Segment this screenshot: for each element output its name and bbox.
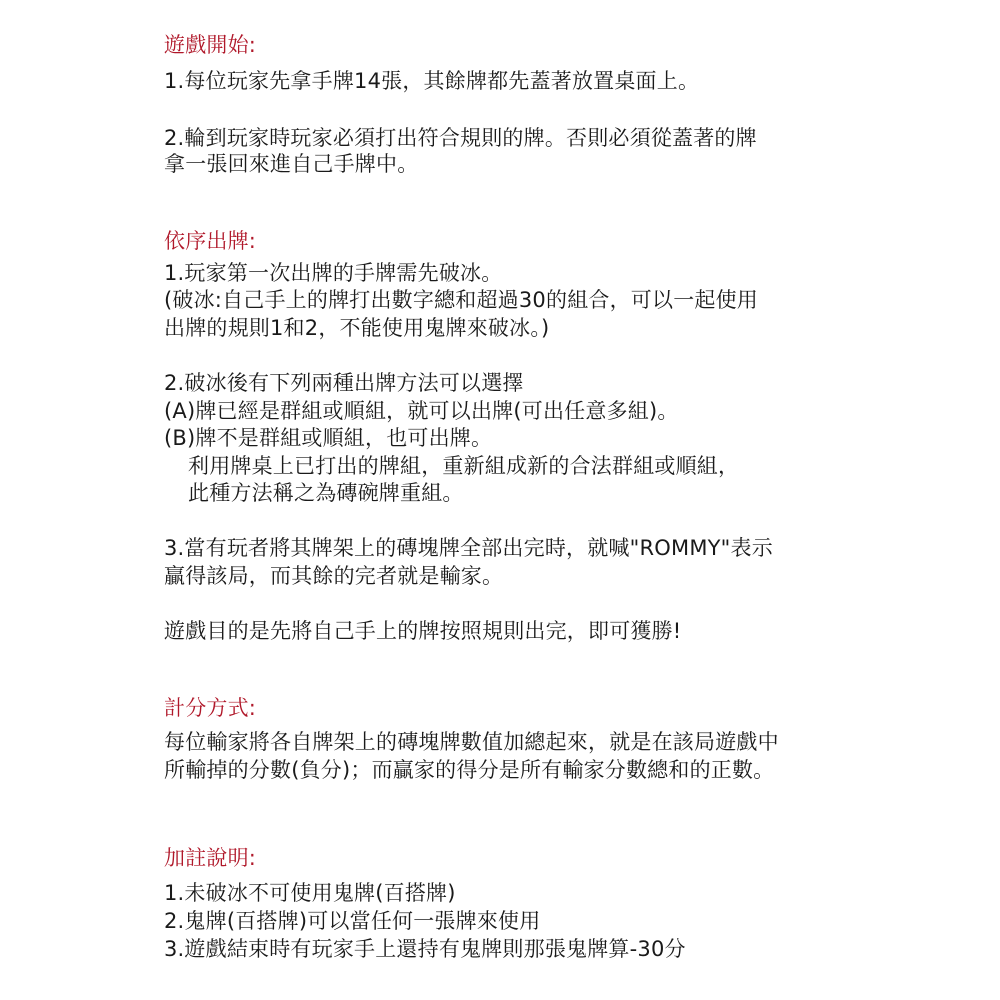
rule-line: 此種方法稱之為磚碗牌重組。 xyxy=(188,481,464,505)
rule-line: (A)牌已經是群組或順組，就可以出牌(可出任意多組)。 xyxy=(164,399,679,423)
rule-line: 拿一張回來進自己手牌中。 xyxy=(164,152,419,176)
rule-line: 所輸掉的分數(負分)；而贏家的得分是所有輸家分數總和的正數。 xyxy=(164,758,775,782)
rule-line: 贏得該局，而其餘的完者就是輸家。 xyxy=(164,564,504,588)
note-line: 3.遊戲結束時有玩家手上還持有鬼牌則那張鬼牌算-30分 xyxy=(164,937,686,961)
rule-line: (B)牌不是群組或順組，也可出牌。 xyxy=(164,426,493,450)
rule-line: 1.玩家第一次出牌的手牌需先破冰。 xyxy=(164,261,503,285)
rule-line: 出牌的規則1和2，不能使用鬼牌來破冰。) xyxy=(164,316,550,340)
section-heading-notes: 加註說明: xyxy=(164,846,257,870)
rule-line: 2.輪到玩家時玩家必須打出符合規則的牌。否則必須從蓋著的牌 xyxy=(164,126,757,150)
note-line: 1.未破冰不可使用鬼牌(百搭牌) xyxy=(164,881,456,905)
rule-line: (破冰:自己手上的牌打出數字總和超過30的組合，可以一起使用 xyxy=(164,288,758,312)
section-heading-start: 遊戲開始: xyxy=(164,33,257,57)
section-heading-scoring: 計分方式: xyxy=(164,696,257,720)
rule-line: 2.破冰後有下列兩種出牌方法可以選擇 xyxy=(164,371,524,395)
game-goal-line: 遊戲目的是先將自己手上的牌按照規則出完，即可獲勝! xyxy=(164,619,682,643)
rule-line: 每位輸家將各自牌架上的磚塊牌數值加總起來，就是在該局遊戲中 xyxy=(164,730,779,754)
rule-line: 1.每位玩家先拿手牌14張，其餘牌都先蓋著放置桌面上。 xyxy=(164,69,700,93)
note-line: 2.鬼牌(百搭牌)可以當任何一張牌來使用 xyxy=(164,909,541,933)
rule-line: 3.當有玩者將其牌架上的磚塊牌全部出完時，就喊"ROMMY"表示 xyxy=(164,536,773,560)
rule-line: 利用牌桌上已打出的牌組，重新組成新的合法群組或順組， xyxy=(188,454,740,478)
section-heading-play: 依序出牌: xyxy=(164,229,257,253)
